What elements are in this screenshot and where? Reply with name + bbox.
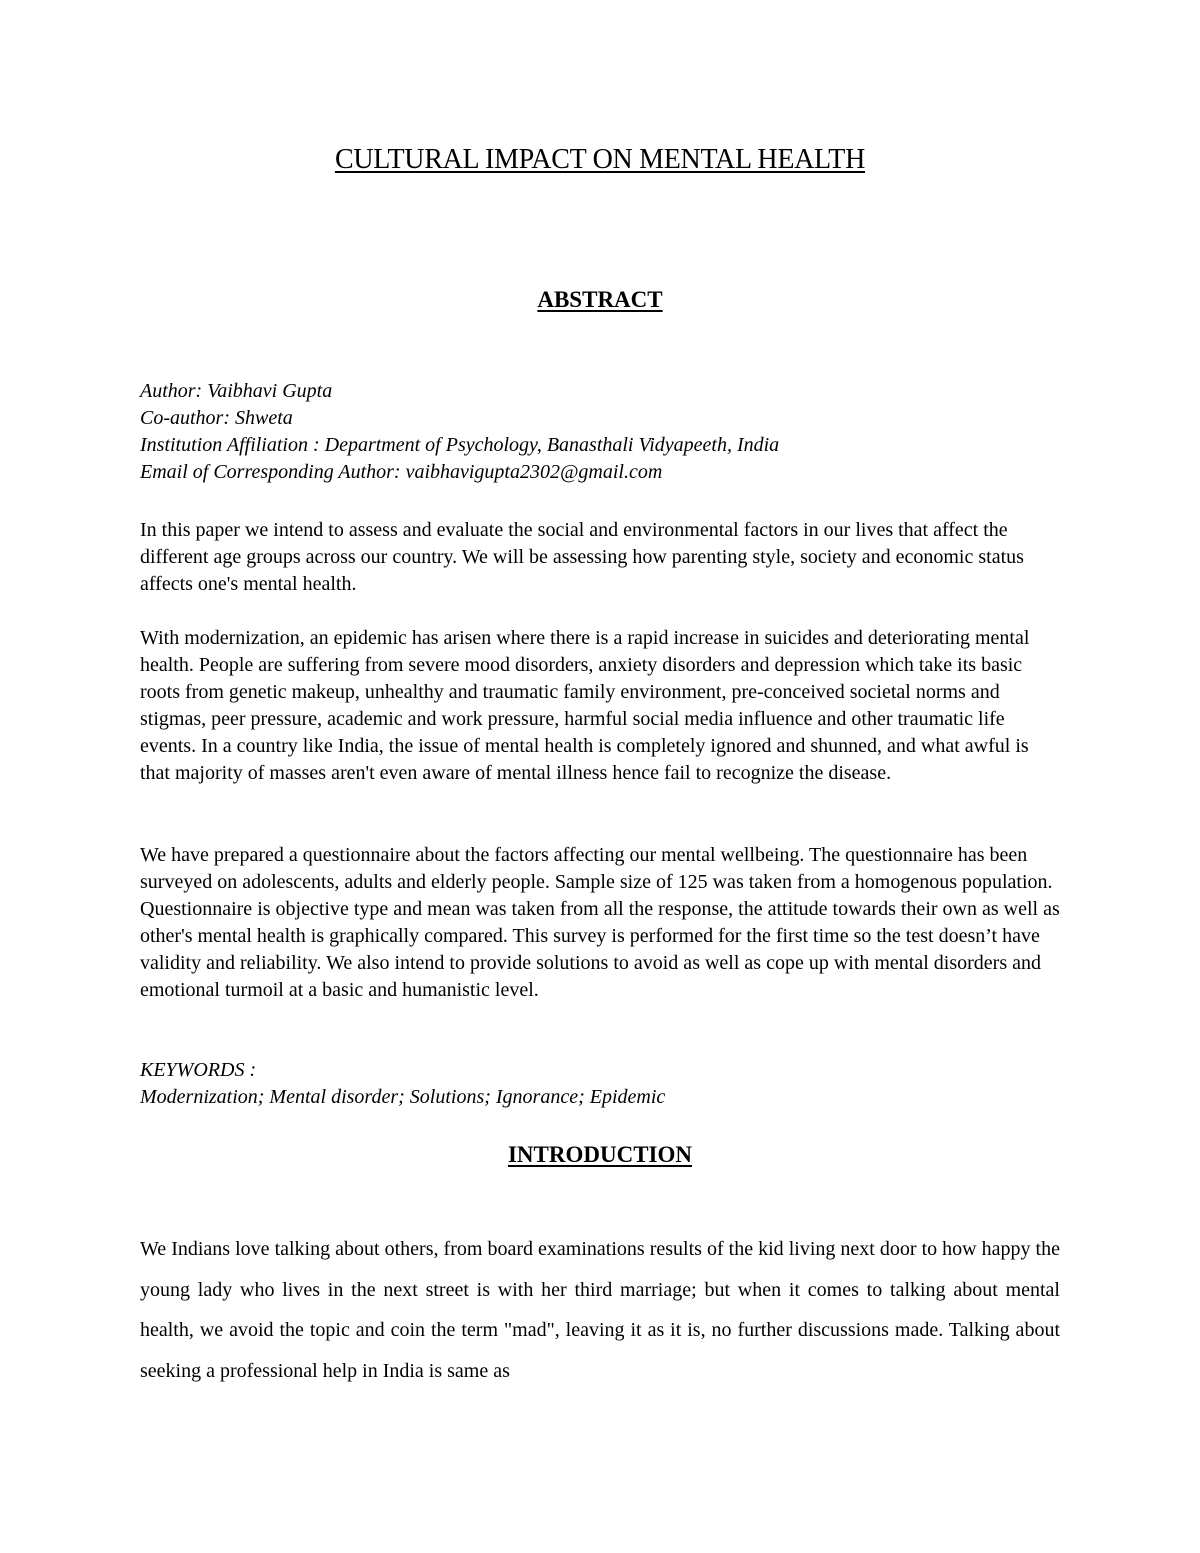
keywords-label: KEYWORDS : <box>140 1059 257 1081</box>
abstract-paragraph: With modernization, an epidemic has arisen where there is a rapid increase in suicides and deteriorating mental health. People are suffering from severe mood disorders, anxiety disorders and depression which take its basic roots from genetic makeup, unhealthy and traumatic family environment, pre-conceived societal norms and stigmas, peer pressure, academic and work pressure, harmful social media influence and other traumatic life events. In a country like India, the issue of mental health is completely ignored and shunned, and what awful is that majority of masses aren't even aware of mental illness hence fail to recognize the disease. <box>140 627 1030 784</box>
introduction-paragraph: We Indians love talking about others, from board examinations results of the kid living next door to how happy the young lady who lives in the next street is with her third marriage; but when it comes to talking about mental health, we avoid the topic and coin the term "mad", leaving it as it is, no further discussions made. Talking about seeking a professional help in India is same as <box>140 1238 1060 1382</box>
affiliation-line: Institution Affiliation : Department of Psychology, Banasthali Vidyapeeth, India <box>140 434 780 456</box>
keywords-list: Modernization; Mental disorder; Solutions; Ignorance; Epidemic <box>140 1086 666 1108</box>
paper-title: CULTURAL IMPACT ON MENTAL HEALTH <box>334 144 866 175</box>
abstract-paragraph: In this paper we intend to assess and evaluate the social and environmental factors in our lives that affect the different age groups across our country. We will be assessing how parenting style, society and economic status affects one's mental health. <box>140 519 1024 595</box>
author-line: Author: Vaibhavi Gupta <box>140 380 333 402</box>
coauthor-line: Co-author: Shweta <box>140 407 293 429</box>
email-line: Email of Corresponding Author: vaibhavigupta2302@gmail.com <box>140 461 663 483</box>
author-info <box>140 378 1070 486</box>
abstract-paragraph: We have prepared a questionnaire about the factors affecting our mental wellbeing. The questionnaire has been surveyed on adolescents, adults and elderly people. Sample size of 125 was taken from a homogenous population. Questionnaire is objective type and mean was taken from all the response, the attitude towards their own as well as other's mental health is graphically compared. This survey is performed for the first time so the test doesn’t have validity and reliability. We also intend to provide solutions to avoid as well as cope up with mental disorders and emotional turmoil at a basic and humanistic level. <box>140 844 1060 1001</box>
introduction-heading: INTRODUCTION <box>507 1142 693 1167</box>
keywords-block <box>140 1057 1070 1111</box>
abstract-heading: ABSTRACT <box>537 287 663 312</box>
